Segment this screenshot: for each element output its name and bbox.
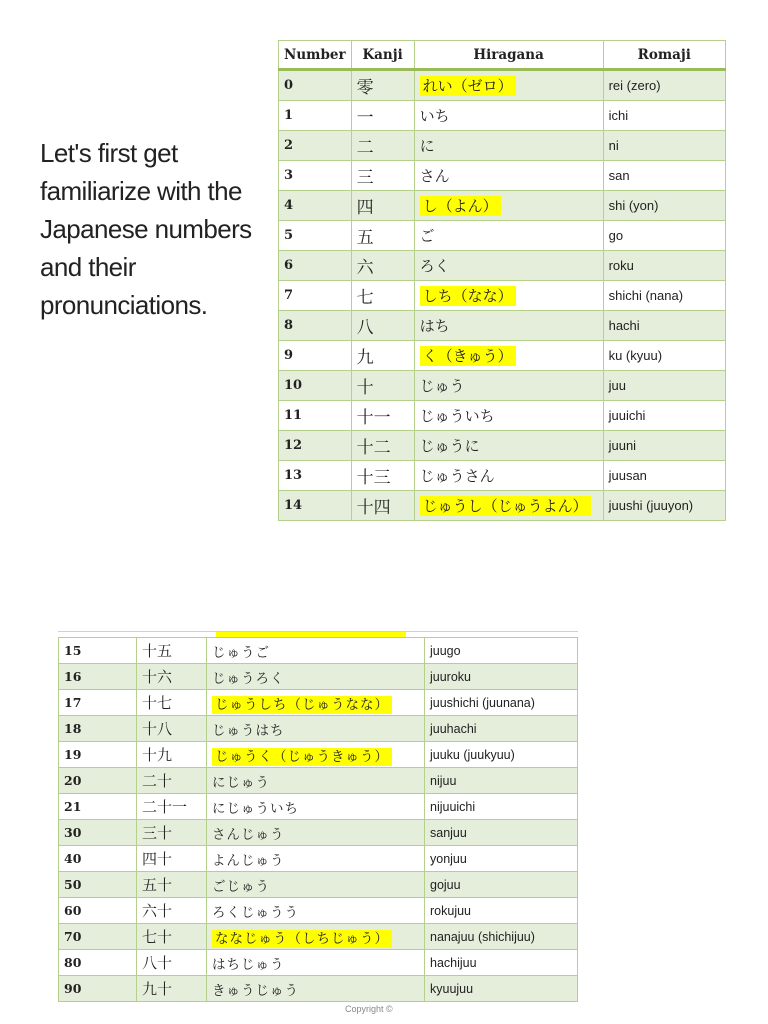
numbers-table-15-90 xyxy=(58,637,578,1002)
cell-kanji: 三十 xyxy=(137,820,207,846)
cell-number: 60 xyxy=(59,898,137,924)
cell-hiragana: じゅうご xyxy=(207,638,425,664)
table-body xyxy=(59,638,578,1002)
cell-romaji: juuroku xyxy=(425,664,578,690)
highlighted-reading: れい（ゼロ） xyxy=(420,76,516,96)
table-row xyxy=(59,794,578,820)
cell-romaji: juuku (juukyuu) xyxy=(425,742,578,768)
cell-number: 30 xyxy=(59,820,137,846)
table-row xyxy=(279,461,726,491)
table-row xyxy=(59,664,578,690)
cell-number: 11 xyxy=(279,401,352,431)
cell-hiragana: じゅうはち xyxy=(207,716,425,742)
cell-kanji: 六十 xyxy=(137,898,207,924)
cell-kanji: 七十 xyxy=(137,924,207,950)
cell-hiragana: いち xyxy=(414,101,603,131)
cell-hiragana xyxy=(207,742,425,768)
cell-number: 14 xyxy=(279,491,352,521)
table-row xyxy=(279,131,726,161)
cell-kanji: 十七 xyxy=(137,690,207,716)
cell-romaji: nijuu xyxy=(425,768,578,794)
cell-romaji: hachijuu xyxy=(425,950,578,976)
highlighted-reading: く（きゅう） xyxy=(420,346,516,366)
cell-romaji: shichi (nana) xyxy=(603,281,725,311)
cell-number: 5 xyxy=(279,221,352,251)
header-romaji: Romaji xyxy=(603,41,725,70)
cell-number: 1 xyxy=(279,101,352,131)
cell-number: 13 xyxy=(279,461,352,491)
cell-hiragana xyxy=(414,70,603,101)
cell-number: 3 xyxy=(279,161,352,191)
table-row xyxy=(279,491,726,521)
cell-number: 19 xyxy=(59,742,137,768)
cell-hiragana: よんじゅう xyxy=(207,846,425,872)
highlighted-reading: じゅうく（じゅうきゅう） xyxy=(212,748,392,766)
cell-hiragana: じゅうに xyxy=(414,431,603,461)
table-row xyxy=(279,221,726,251)
cell-number: 18 xyxy=(59,716,137,742)
intro-paragraph: Let's first get familiarize with the Japanese numbers and their pronunciations. xyxy=(40,138,252,320)
table-row xyxy=(279,311,726,341)
cell-hiragana xyxy=(207,924,425,950)
cell-kanji: 零 xyxy=(351,70,414,101)
cell-romaji: juushi (juuyon) xyxy=(603,491,725,521)
cell-romaji: juushichi (juunana) xyxy=(425,690,578,716)
header-row xyxy=(279,41,726,70)
cell-hiragana: に xyxy=(414,131,603,161)
cell-hiragana: ごじゅう xyxy=(207,872,425,898)
cell-number: 50 xyxy=(59,872,137,898)
cell-kanji: 二 xyxy=(351,131,414,161)
cell-hiragana: さんじゅう xyxy=(207,820,425,846)
table-row xyxy=(59,976,578,1002)
cell-kanji: 八 xyxy=(351,311,414,341)
cell-hiragana: ろくじゅうう xyxy=(207,898,425,924)
cell-hiragana: さん xyxy=(414,161,603,191)
cell-kanji: 三 xyxy=(351,161,414,191)
cell-kanji: 十一 xyxy=(351,401,414,431)
table-row xyxy=(279,431,726,461)
header-number: Number xyxy=(279,41,352,70)
cell-kanji: 五 xyxy=(351,221,414,251)
cell-hiragana xyxy=(414,491,603,521)
cell-number: 10 xyxy=(279,371,352,401)
highlighted-reading: じゅうし（じゅうよん） xyxy=(420,496,591,516)
cell-hiragana: はちじゅう xyxy=(207,950,425,976)
cell-kanji: 十四 xyxy=(351,491,414,521)
cell-romaji: juuhachi xyxy=(425,716,578,742)
cell-kanji: 十二 xyxy=(351,431,414,461)
table-row xyxy=(279,161,726,191)
highlighted-reading: しち（なな） xyxy=(420,286,516,306)
cell-number: 80 xyxy=(59,950,137,976)
cell-hiragana: ろく xyxy=(414,251,603,281)
table-row xyxy=(279,70,726,101)
cell-romaji: ni xyxy=(603,131,725,161)
cell-kanji: 十八 xyxy=(137,716,207,742)
cell-kanji: 二十 xyxy=(137,768,207,794)
cell-romaji: kyuujuu xyxy=(425,976,578,1002)
table-row xyxy=(279,191,726,221)
cell-romaji: ku (kyuu) xyxy=(603,341,725,371)
cell-hiragana: じゅう xyxy=(414,371,603,401)
cell-kanji: 十三 xyxy=(351,461,414,491)
cell-number: 6 xyxy=(279,251,352,281)
highlighted-reading: ななじゅう（しちじゅう） xyxy=(212,930,392,948)
cell-romaji: juu xyxy=(603,371,725,401)
cell-number: 90 xyxy=(59,976,137,1002)
copyright-note: Copyright © xyxy=(345,1004,393,1014)
cell-number: 8 xyxy=(279,311,352,341)
cell-number: 9 xyxy=(279,341,352,371)
cell-romaji: sanjuu xyxy=(425,820,578,846)
table-row xyxy=(59,924,578,950)
cell-hiragana xyxy=(414,341,603,371)
table-row xyxy=(279,251,726,281)
cell-number: 0 xyxy=(279,70,352,101)
cell-romaji: nijuuichi xyxy=(425,794,578,820)
table-row xyxy=(59,846,578,872)
cell-kanji: 四 xyxy=(351,191,414,221)
header-kanji: Kanji xyxy=(351,41,414,70)
header-hiragana: Hiragana xyxy=(414,41,603,70)
highlighted-reading: し（よん） xyxy=(420,196,501,216)
cell-number: 12 xyxy=(279,431,352,461)
cell-kanji: 十九 xyxy=(137,742,207,768)
table-body xyxy=(279,70,726,521)
cell-kanji: 九 xyxy=(351,341,414,371)
cell-romaji: hachi xyxy=(603,311,725,341)
table-row xyxy=(279,281,726,311)
cell-kanji: 十五 xyxy=(137,638,207,664)
cell-number: 4 xyxy=(279,191,352,221)
cell-romaji: gojuu xyxy=(425,872,578,898)
cell-romaji: juuichi xyxy=(603,401,725,431)
table-row xyxy=(59,768,578,794)
cell-hiragana: じゅうろく xyxy=(207,664,425,690)
cell-number: 16 xyxy=(59,664,137,690)
table-row xyxy=(59,898,578,924)
cell-romaji: roku xyxy=(603,251,725,281)
cell-romaji: yonjuu xyxy=(425,846,578,872)
table-row xyxy=(279,101,726,131)
table-row xyxy=(59,638,578,664)
cell-number: 7 xyxy=(279,281,352,311)
cell-romaji: shi (yon) xyxy=(603,191,725,221)
table-row xyxy=(279,371,726,401)
cell-hiragana: じゅうさん xyxy=(414,461,603,491)
cell-kanji: 十六 xyxy=(137,664,207,690)
cell-hiragana: にじゅういち xyxy=(207,794,425,820)
cell-hiragana: はち xyxy=(414,311,603,341)
cell-romaji: san xyxy=(603,161,725,191)
cell-hiragana xyxy=(414,191,603,221)
cell-romaji: juugo xyxy=(425,638,578,664)
table-row xyxy=(279,401,726,431)
cell-kanji: 八十 xyxy=(137,950,207,976)
cell-hiragana xyxy=(207,690,425,716)
cell-romaji: rokujuu xyxy=(425,898,578,924)
table-row xyxy=(59,872,578,898)
cell-hiragana: きゅうじゅう xyxy=(207,976,425,1002)
numbers-table-0-14 xyxy=(278,40,726,521)
cell-number: 15 xyxy=(59,638,137,664)
cell-kanji: 二十一 xyxy=(137,794,207,820)
cell-kanji: 七 xyxy=(351,281,414,311)
cell-number: 21 xyxy=(59,794,137,820)
cell-romaji: ichi xyxy=(603,101,725,131)
highlighted-reading: じゅうしち（じゅうなな） xyxy=(212,696,392,714)
cell-number: 2 xyxy=(279,131,352,161)
cell-romaji: nanajuu (shichijuu) xyxy=(425,924,578,950)
cell-hiragana xyxy=(414,281,603,311)
cell-kanji: 六 xyxy=(351,251,414,281)
cell-kanji: 九十 xyxy=(137,976,207,1002)
cell-kanji: 五十 xyxy=(137,872,207,898)
table-row xyxy=(59,716,578,742)
cell-romaji: juuni xyxy=(603,431,725,461)
cell-number: 20 xyxy=(59,768,137,794)
table-row xyxy=(279,341,726,371)
cell-kanji: 四十 xyxy=(137,846,207,872)
cell-number: 70 xyxy=(59,924,137,950)
cell-hiragana: にじゅう xyxy=(207,768,425,794)
table-row xyxy=(59,820,578,846)
cell-number: 17 xyxy=(59,690,137,716)
cell-hiragana: ご xyxy=(414,221,603,251)
table-row xyxy=(59,690,578,716)
cell-romaji: juusan xyxy=(603,461,725,491)
cell-hiragana: じゅういち xyxy=(414,401,603,431)
table-row xyxy=(59,742,578,768)
table-row xyxy=(59,950,578,976)
cell-romaji: rei (zero) xyxy=(603,70,725,101)
cell-number: 40 xyxy=(59,846,137,872)
cell-romaji: go xyxy=(603,221,725,251)
cell-kanji: 一 xyxy=(351,101,414,131)
cell-kanji: 十 xyxy=(351,371,414,401)
